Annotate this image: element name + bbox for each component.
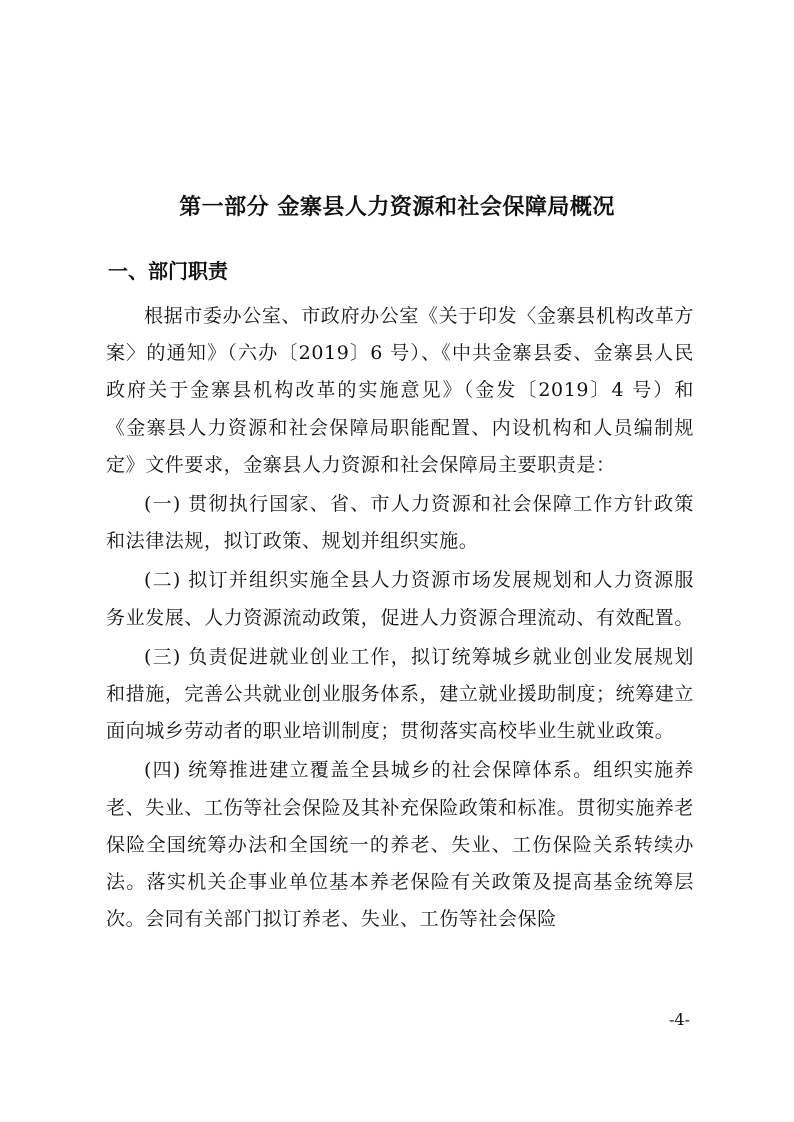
paragraph-duty-2: (二) 拟订并组织实施全县人力资源市场发展规划和人力资源服务业发展、人力资源流动政策，促进人力资源合理流动、有效配置。 <box>106 569 695 629</box>
paragraph-duty-4: (四) 统筹推进建立覆盖全县城乡的社会保障体系。组织实施养老、失业、工伤等社会保险及其补充保险政策和标准。贯彻实施养老保险全国统筹办法和全国统一的养老、失业、工伤保险关系转续办法。落实机关企事业单位基本养老保险有关政策及提高基金统筹层次。会同有关部门拟订养老、失业、工伤等社会保险 <box>106 759 695 931</box>
paragraph-duty-1: (一) 贯彻执行国家、省、市人力资源和社会保障工作方针政策和法律法规，拟订政策、规划并组织实施。 <box>106 493 694 553</box>
document-body <box>106 298 694 940</box>
paragraph-intro: 根据市委办公室、市政府办公室《关于印发〈金寨县机构改革方案〉的通知》（六办〔2019〕6 号）、《中共金寨县委、金寨县人民政府关于金寨县机构改革的实施意见》（金发〔2019〕4 号）和《金寨县人力资源和社会保障局职能配置、内设机构和人员编制规定》文件要求，金寨县人力资源和社会保障局主要职责是： <box>106 305 694 476</box>
page-number: -4- <box>669 1010 690 1029</box>
document-title: 第一部分 金寨县人力资源和社会保障局概况 <box>179 195 615 220</box>
paragraph-duty-3: (三) 负责促进就业创业工作，拟订统筹城乡就业创业发展规划和措施，完善公共就业创业服务体系，建立就业援助制度；统筹建立面向城乡劳动者的职业培训制度；贯彻落实高校毕业生就业政策。 <box>106 645 695 743</box>
section-heading: 一、部门职责 <box>108 259 228 283</box>
